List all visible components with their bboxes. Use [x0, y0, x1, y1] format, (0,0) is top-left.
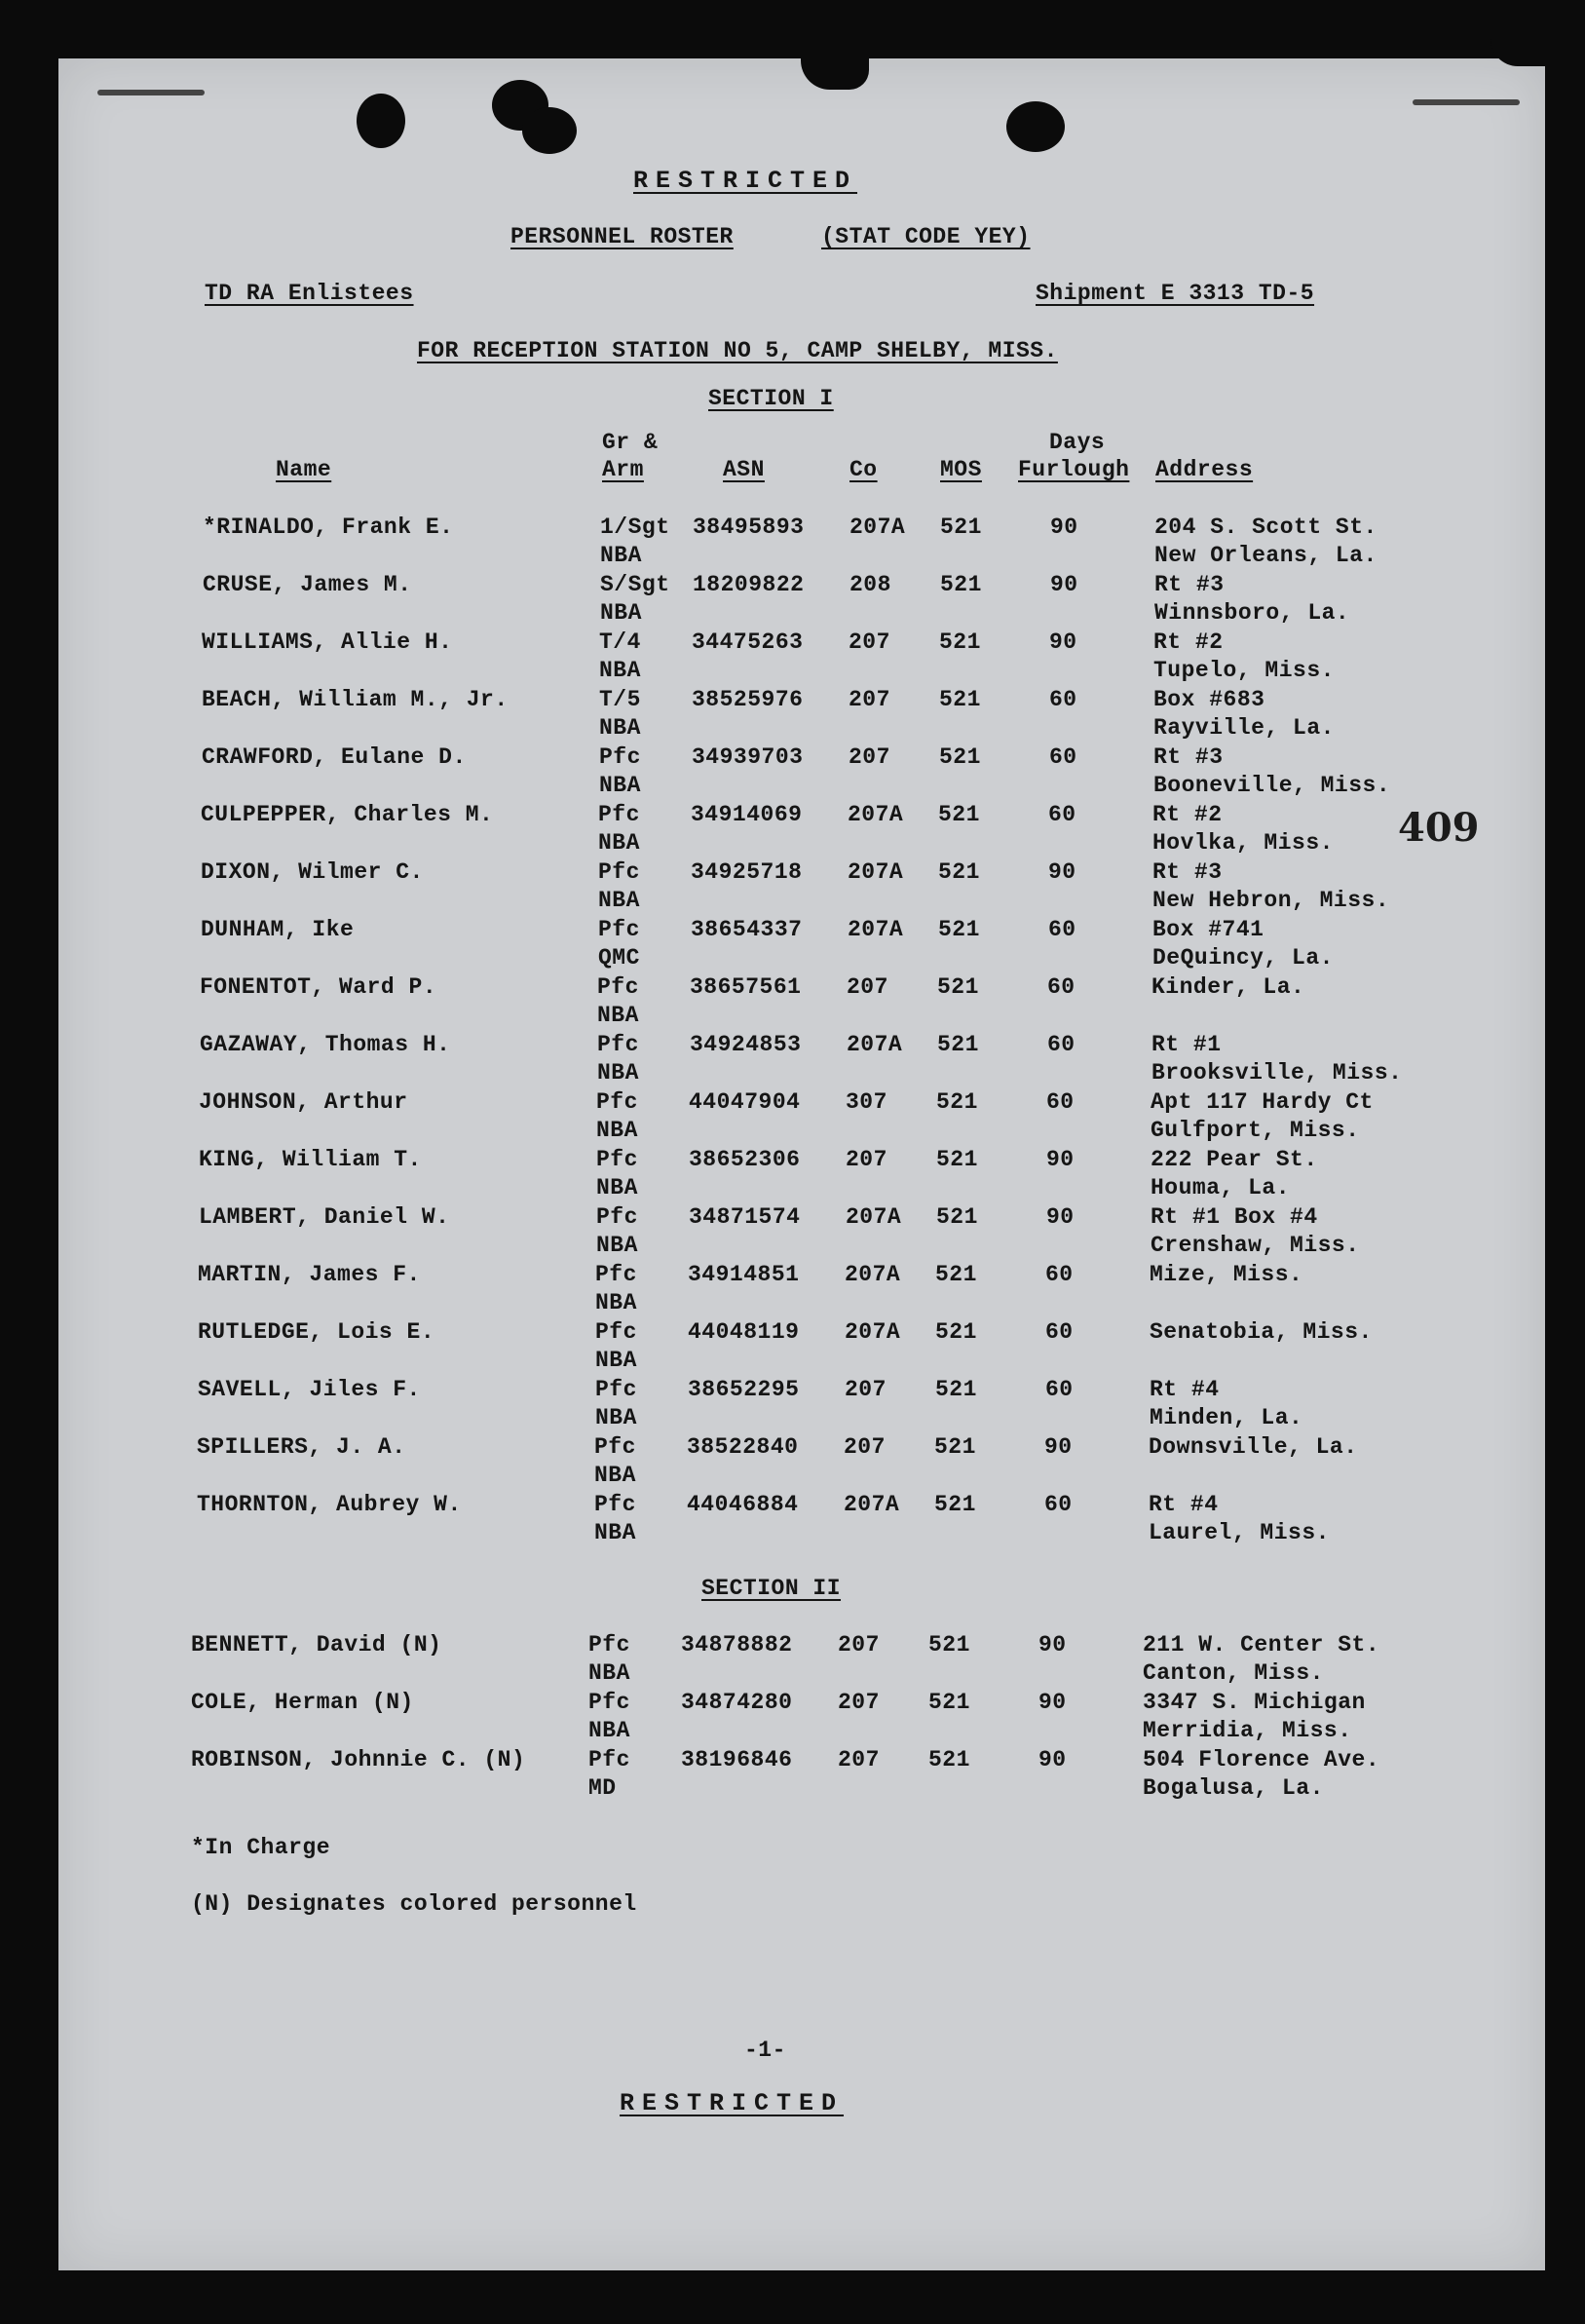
roster-company: 307: [846, 1089, 887, 1115]
roster-name: MARTIN, James F.: [198, 1262, 421, 1287]
column-header-address: Address: [1155, 457, 1254, 482]
binder-hole-4: [1006, 101, 1065, 152]
roster-furlough-days: 90: [1038, 1690, 1067, 1715]
roster-address-line-2: Gulfport, Miss.: [1151, 1118, 1360, 1143]
roster-mos: 521: [935, 1377, 977, 1402]
roster-furlough-days: 60: [1048, 802, 1076, 827]
roster-name: COLE, Herman (N): [191, 1690, 414, 1715]
roster-name: SAVELL, Jiles F.: [198, 1377, 421, 1402]
column-header-grade-top: Gr &: [602, 430, 659, 455]
staple-mark-right: [1413, 99, 1520, 105]
roster-name: BEACH, William M., Jr.: [202, 687, 509, 712]
roster-grade: Pfc: [596, 1089, 638, 1115]
stamp-number: 409: [1398, 805, 1480, 851]
column-header-co: Co: [849, 457, 878, 482]
roster-address-line-1: Rt #1: [1151, 1032, 1222, 1057]
roster-name: WILLIAMS, Allie H.: [202, 629, 453, 655]
roster-arm: NBA: [598, 888, 640, 913]
roster-company: 207A: [845, 1319, 901, 1345]
table-row: [0, 858, 1585, 916]
roster-furlough-days: 90: [1038, 1747, 1067, 1772]
roster-address-line-1: Rt #3: [1154, 572, 1225, 597]
roster-mos: 521: [939, 687, 981, 712]
roster-company: 207: [849, 687, 890, 712]
column-header-name: Name: [276, 457, 332, 482]
roster-address-line-2: Rayville, La.: [1153, 715, 1335, 741]
torn-edge-top: [801, 39, 869, 90]
roster-address-line-1: Downsville, La.: [1149, 1434, 1358, 1460]
roster-address-line-1: 211 W. Center St.: [1143, 1632, 1380, 1657]
roster-arm: NBA: [588, 1660, 630, 1686]
roster-mos: 521: [939, 629, 981, 655]
roster-company: 207A: [848, 802, 904, 827]
column-header-grade-bottom: Arm: [602, 457, 644, 482]
table-row: [0, 1746, 1585, 1804]
roster-grade: T/4: [599, 629, 641, 655]
roster-mos: 521: [928, 1632, 970, 1657]
roster-name: RUTLEDGE, Lois E.: [198, 1319, 435, 1345]
roster-furlough-days: 90: [1048, 859, 1076, 885]
roster-grade: Pfc: [597, 1032, 639, 1057]
shipment-label: Shipment E 3313 TD-5: [1036, 281, 1315, 306]
roster-name: JOHNSON, Arthur: [199, 1089, 408, 1115]
roster-name: DUNHAM, Ike: [201, 917, 355, 942]
roster-address-line-2: Winnsboro, La.: [1154, 600, 1350, 626]
roster-address-line-1: 3347 S. Michigan: [1143, 1690, 1366, 1715]
roster-grade: Pfc: [596, 1147, 638, 1172]
table-row: [0, 1491, 1585, 1548]
roster-furlough-days: 60: [1046, 1089, 1075, 1115]
table-row: [0, 973, 1585, 1031]
roster-arm: NBA: [597, 1003, 639, 1028]
table-row: [0, 1261, 1585, 1318]
roster-asn: 38495893: [693, 514, 805, 540]
roster-address-line-2: New Hebron, Miss.: [1152, 888, 1390, 913]
roster-address-line-1: 222 Pear St.: [1151, 1147, 1318, 1172]
roster-furlough-days: 90: [1050, 514, 1078, 540]
table-row: [0, 514, 1585, 571]
roster-asn: 38652306: [689, 1147, 801, 1172]
roster-mos: 521: [938, 859, 980, 885]
table-row: [0, 1433, 1585, 1491]
roster-name: BENNETT, David (N): [191, 1632, 442, 1657]
roster-mos: 521: [934, 1492, 976, 1517]
roster-furlough-days: 60: [1047, 974, 1076, 1000]
roster-mos: 521: [940, 572, 982, 597]
roster-mos: 521: [940, 514, 982, 540]
roster-company: 207: [838, 1632, 880, 1657]
roster-furlough-days: 60: [1045, 1262, 1074, 1287]
roster-asn: 34924853: [690, 1032, 802, 1057]
roster-name: *RINALDO, Frank E.: [203, 514, 454, 540]
table-row: [0, 1376, 1585, 1433]
roster-address-line-1: 204 S. Scott St.: [1154, 514, 1377, 540]
roster-address-line-2: Merridia, Miss.: [1143, 1718, 1352, 1743]
roster-furlough-days: 60: [1049, 744, 1077, 770]
roster-mos: 521: [936, 1204, 978, 1230]
roster-furlough-days: 60: [1045, 1377, 1074, 1402]
roster-grade: Pfc: [595, 1377, 637, 1402]
roster-arm: NBA: [595, 1290, 637, 1315]
roster-mos: 521: [937, 1032, 979, 1057]
table-row: [0, 629, 1585, 686]
roster-mos: 521: [938, 802, 980, 827]
roster-mos: 521: [934, 1434, 976, 1460]
roster-arm: NBA: [594, 1463, 636, 1488]
roster-address-line-2: Canton, Miss.: [1143, 1660, 1324, 1686]
roster-grade: Pfc: [598, 802, 640, 827]
roster-asn: 34939703: [692, 744, 804, 770]
roster-asn: 38652295: [688, 1377, 800, 1402]
roster-grade: 1/Sgt: [600, 514, 670, 540]
roster-asn: 38522840: [687, 1434, 799, 1460]
roster-company: 207A: [845, 1262, 901, 1287]
binder-hole-3: [522, 107, 577, 154]
table-row: [0, 916, 1585, 973]
roster-address-line-1: Rt #1 Box #4: [1151, 1204, 1318, 1230]
roster-mos: 521: [935, 1319, 977, 1345]
roster-mos: 521: [936, 1147, 978, 1172]
roster-arm: NBA: [597, 1060, 639, 1086]
staple-mark-left: [97, 90, 205, 95]
roster-name: DIXON, Wilmer C.: [201, 859, 424, 885]
roster-asn: 38657561: [690, 974, 802, 1000]
roster-company: 207A: [849, 514, 906, 540]
roster-company: 207A: [846, 1204, 902, 1230]
roster-name: SPILLERS, J. A.: [197, 1434, 406, 1460]
roster-grade: Pfc: [595, 1319, 637, 1345]
roster-arm: NBA: [596, 1118, 638, 1143]
roster-arm: NBA: [595, 1348, 637, 1373]
roster-arm: NBA: [600, 543, 642, 568]
roster-address-line-1: Rt #2: [1152, 802, 1223, 827]
roster-address-line-1: Rt #3: [1153, 744, 1224, 770]
roster-address-line-2: Tupelo, Miss.: [1153, 658, 1335, 683]
roster-company: 207: [846, 1147, 887, 1172]
roster-address-line-1: Rt #2: [1153, 629, 1224, 655]
roster-asn: 44046884: [687, 1492, 799, 1517]
roster-name: FONENTOT, Ward P.: [200, 974, 437, 1000]
destination-line: FOR RECEPTION STATION NO 5, CAMP SHELBY, MISS.: [417, 338, 1058, 363]
classification-bottom: RESTRICTED: [620, 2089, 845, 2117]
roster-address-line-1: 504 Florence Ave.: [1143, 1747, 1380, 1772]
roster-furlough-days: 60: [1047, 1032, 1076, 1057]
roster-arm: NBA: [598, 830, 640, 856]
roster-name: CRAWFORD, Eulane D.: [202, 744, 467, 770]
roster-address-line-2: Hovlka, Miss.: [1152, 830, 1334, 856]
roster-company: 208: [849, 572, 891, 597]
roster-company: 207: [849, 744, 890, 770]
roster-grade: Pfc: [598, 917, 640, 942]
table-row: [0, 1631, 1585, 1689]
table-row: [0, 1318, 1585, 1376]
roster-arm: MD: [588, 1775, 617, 1801]
roster-company: 207A: [848, 859, 904, 885]
roster-company: 207: [845, 1377, 887, 1402]
table-row: [0, 1146, 1585, 1203]
roster-grade: Pfc: [599, 744, 641, 770]
roster-company: 207: [838, 1747, 880, 1772]
roster-asn: 38654337: [691, 917, 803, 942]
roster-asn: 34914069: [691, 802, 803, 827]
roster-asn: 38525976: [692, 687, 804, 712]
roster-furlough-days: 90: [1046, 1204, 1075, 1230]
roster-address-line-1: Rt #3: [1152, 859, 1223, 885]
roster-address-line-2: Minden, La.: [1150, 1405, 1303, 1430]
roster-grade: T/5: [599, 687, 641, 712]
roster-company: 207: [849, 629, 890, 655]
roster-address-line-1: Apt 117 Hardy Ct: [1151, 1089, 1374, 1115]
roster-address-line-1: Box #741: [1152, 917, 1264, 942]
roster-furlough-days: 90: [1038, 1632, 1067, 1657]
enlistees-label: TD RA Enlistees: [205, 281, 414, 306]
section-1-title: SECTION I: [708, 386, 834, 411]
table-row: [0, 743, 1585, 801]
column-header-days-bottom: Furlough: [1018, 457, 1130, 482]
roster-address-line-2: Brooksville, Miss.: [1151, 1060, 1403, 1086]
roster-company: 207: [838, 1690, 880, 1715]
page-title: PERSONNEL ROSTER: [510, 224, 734, 249]
roster-mos: 521: [928, 1690, 970, 1715]
roster-mos: 521: [928, 1747, 970, 1772]
roster-company: 207: [844, 1434, 886, 1460]
roster-furlough-days: 90: [1049, 629, 1077, 655]
roster-name: KING, William T.: [199, 1147, 422, 1172]
roster-arm: NBA: [595, 1405, 637, 1430]
table-row: [0, 1088, 1585, 1146]
roster-address-line-2: Houma, La.: [1151, 1175, 1291, 1200]
roster-grade: Pfc: [595, 1262, 637, 1287]
roster-arm: NBA: [600, 600, 642, 626]
roster-name: ROBINSON, Johnnie C. (N): [191, 1747, 526, 1772]
roster-address-line-1: Rt #4: [1150, 1377, 1220, 1402]
roster-arm: NBA: [594, 1520, 636, 1545]
footnote-in-charge: *In Charge: [191, 1835, 331, 1860]
roster-name: LAMBERT, Daniel W.: [199, 1204, 450, 1230]
roster-asn: 34914851: [688, 1262, 800, 1287]
roster-company: 207: [847, 974, 888, 1000]
column-header-mos: MOS: [940, 457, 982, 482]
roster-name: THORNTON, Aubrey W.: [197, 1492, 462, 1517]
roster-arm: NBA: [596, 1175, 638, 1200]
roster-furlough-days: 90: [1050, 572, 1078, 597]
roster-address-line-2: Bogalusa, La.: [1143, 1775, 1324, 1801]
roster-asn: 18209822: [693, 572, 805, 597]
roster-address-line-1: Mize, Miss.: [1150, 1262, 1303, 1287]
roster-address-line-2: DeQuincy, La.: [1152, 945, 1334, 971]
roster-name: CULPEPPER, Charles M.: [201, 802, 494, 827]
roster-furlough-days: 60: [1049, 687, 1077, 712]
footnote-colored-personnel: (N) Designates colored personnel: [191, 1891, 637, 1917]
roster-asn: 34475263: [692, 629, 804, 655]
roster-furlough-days: 90: [1044, 1434, 1073, 1460]
classification-top: RESTRICTED: [633, 167, 858, 195]
roster-grade: Pfc: [596, 1204, 638, 1230]
roster-arm: NBA: [599, 773, 641, 798]
roster-address-line-1: Box #683: [1153, 687, 1265, 712]
roster-address-line-2: Booneville, Miss.: [1153, 773, 1391, 798]
table-row: [0, 571, 1585, 629]
binder-hole-1: [357, 94, 405, 148]
roster-mos: 521: [939, 744, 981, 770]
roster-grade: Pfc: [594, 1492, 636, 1517]
roster-company: 207A: [844, 1492, 900, 1517]
roster-asn: 44048119: [688, 1319, 800, 1345]
column-header-asn: ASN: [723, 457, 765, 482]
roster-asn: 34874280: [681, 1690, 793, 1715]
roster-grade: Pfc: [588, 1747, 630, 1772]
roster-address-line-2: New Orleans, La.: [1154, 543, 1377, 568]
roster-grade: Pfc: [594, 1434, 636, 1460]
page-number: -1-: [744, 2038, 786, 2063]
roster-grade: Pfc: [597, 974, 639, 1000]
stat-code: (STAT CODE YEY): [821, 224, 1031, 249]
roster-grade: Pfc: [598, 859, 640, 885]
roster-grade: S/Sgt: [600, 572, 670, 597]
roster-arm: NBA: [599, 658, 641, 683]
roster-address-line-1: Rt #4: [1149, 1492, 1219, 1517]
roster-asn: 34871574: [689, 1204, 801, 1230]
roster-address-line-1: Senatobia, Miss.: [1150, 1319, 1373, 1345]
roster-arm: NBA: [599, 715, 641, 741]
table-row: [0, 801, 1585, 858]
roster-company: 207A: [848, 917, 904, 942]
table-row: [0, 686, 1585, 743]
roster-address-line-1: Kinder, La.: [1151, 974, 1305, 1000]
roster-address-line-2: Laurel, Miss.: [1149, 1520, 1330, 1545]
table-row: [0, 1031, 1585, 1088]
roster-asn: 38196846: [681, 1747, 793, 1772]
roster-name: CRUSE, James M.: [203, 572, 412, 597]
roster-grade: Pfc: [588, 1690, 630, 1715]
roster-grade: Pfc: [588, 1632, 630, 1657]
roster-arm: NBA: [588, 1718, 630, 1743]
roster-arm: NBA: [596, 1233, 638, 1258]
roster-furlough-days: 60: [1048, 917, 1076, 942]
roster-company: 207A: [847, 1032, 903, 1057]
roster-asn: 44047904: [689, 1089, 801, 1115]
roster-asn: 34878882: [681, 1632, 793, 1657]
roster-furlough-days: 60: [1044, 1492, 1073, 1517]
section-2-title: SECTION II: [701, 1576, 842, 1601]
roster-mos: 521: [936, 1089, 978, 1115]
roster-furlough-days: 90: [1046, 1147, 1075, 1172]
roster-address-line-2: Crenshaw, Miss.: [1151, 1233, 1360, 1258]
roster-furlough-days: 60: [1045, 1319, 1074, 1345]
roster-mos: 521: [938, 917, 980, 942]
table-row: [0, 1203, 1585, 1261]
table-row: [0, 1689, 1585, 1746]
roster-mos: 521: [935, 1262, 977, 1287]
roster-name: GAZAWAY, Thomas H.: [200, 1032, 451, 1057]
column-header-days-top: Days: [1049, 430, 1106, 455]
roster-arm: QMC: [598, 945, 640, 971]
roster-mos: 521: [937, 974, 979, 1000]
roster-asn: 34925718: [691, 859, 803, 885]
